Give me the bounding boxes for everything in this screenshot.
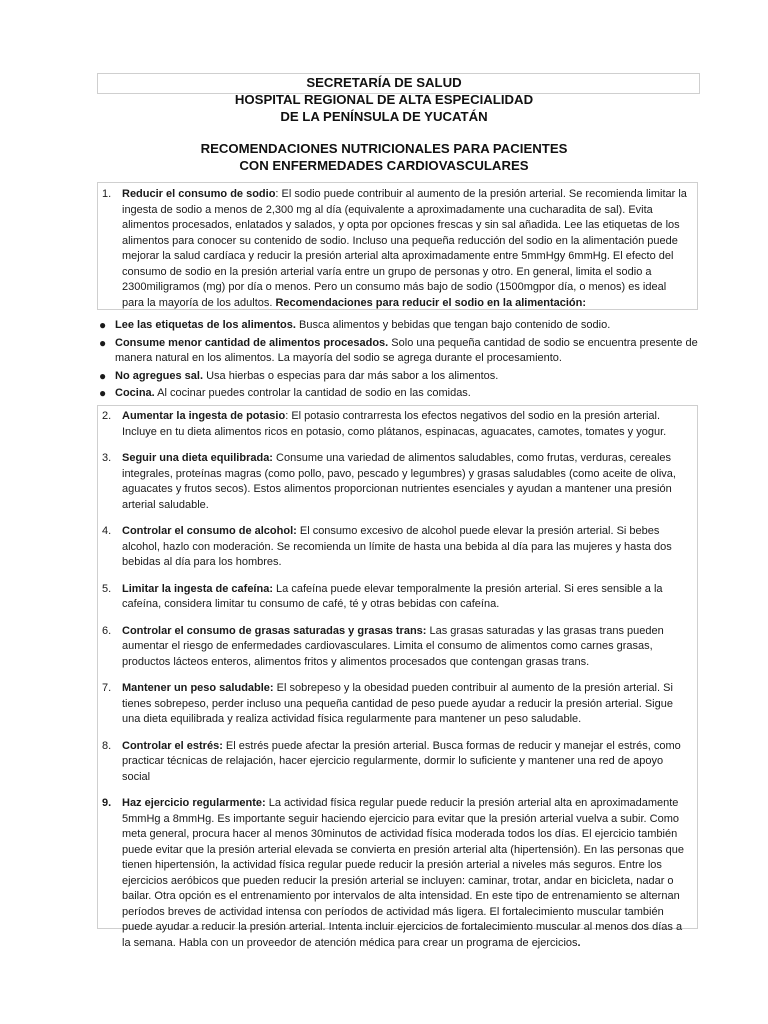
list-item: [97, 386, 707, 402]
item-number: 1.: [102, 188, 112, 200]
bullet-icon: ●: [99, 386, 107, 400]
list-item-weight: [102, 681, 691, 728]
item-text: Consume una variedad de alimentos saludables, como frutas, verduras, cereales integrales, proteínas magras (como pollo, pavo, pescado y legumbres) y grasas saludables (como aceite de oliva, aguacates y frutos secos). Estos alimentos proporcionan nutrientes esenciales y ayudan a mantener una presión arterial saludable.: [122, 452, 676, 511]
item-text: El estrés puede afectar la presión arterial. Busca formas de reducir y manejar el estrés, como practicar técnicas de relajación, hacer ejercicio regularmente, dormir lo suficiente y mantener una red de apoyo social: [122, 739, 681, 783]
sodium-tips-list: [97, 318, 707, 404]
item-heading: Controlar el estrés:: [122, 739, 223, 752]
list-item: [97, 369, 707, 385]
item-number: 4.: [102, 525, 112, 537]
item-text: La actividad física regular puede reducir la presión arterial alta en aproximadamente 5mmHg a 8mmHg. Es importante seguir haciendo ejercicio para evitar que la presión arterial vuelva a subir. Como meta general, procura hacer al menos 30minutos de actividad física moderada todos los días. El ejercicio también puede evitar que la presión arterial elevada se convierta en presión arterial alta (hipertensión). En las personas que tienen hipertensión, la actividad física regular puede reducir la presión arterial a niveles más seguros. Entre los ejercicios aeróbicos que pueden reducir la presión arterial se incluyen: caminar, trotar, andar en bicicleta, nadar o bailar. Otra opción es el entrenamiento por intervalos de alta intensidad. En este tipo de entrenamiento se alternan períodos breves de actividad intensa con períodos de actividad más ligera. El fortalecimiento muscular también puede ayudar a reducir la presión arterial. Intenta incluir ejercicios de fortalecimiento muscular al menos dos días a la semana. Habla con un proveedor de atención médica para crear un programa de ejercicios: [122, 797, 684, 949]
item-number: 9.: [102, 797, 112, 809]
item-heading: Controlar el consumo de grasas saturadas y grasas trans:: [122, 624, 427, 637]
item-number: 3.: [102, 452, 112, 464]
item-heading: Haz ejercicio regularmente:: [122, 797, 266, 809]
header-line-3: DE LA PENÍNSULA DE YUCATÁN: [280, 109, 488, 124]
item-tail: Recomendaciones para reducir el sodio en la alimentación:: [275, 296, 587, 309]
header-line-1: SECRETARÍA DE SALUD: [306, 75, 462, 90]
bullet-icon: ●: [99, 335, 107, 350]
item-text: Las grasas saturadas y las grasas trans pueden aumentar el riesgo de enfermedades cardiovasculares. Limita el consumo de alimentos como carnes grasas, productos lácteos enteros, alimentos fritos y alimentos procesados que contengan grasas trans.: [122, 624, 664, 668]
list-item-stress: [102, 739, 691, 786]
list-item: [97, 336, 707, 367]
item-heading: Controlar el consumo de alcohol:: [122, 525, 297, 537]
title-line-1: RECOMENDACIONES NUTRICIONALES PARA PACIENTES: [200, 141, 568, 156]
item-text: El consumo excesivo de alcohol puede elevar la presión arterial. Si bebes alcohol, hazlo con moderación. Se recomienda un límite de hasta una bebida al día para las mujeres y hasta dos bebidas al día para los hombres.: [122, 525, 672, 568]
item-number: 7.: [102, 682, 112, 694]
list-item-caffeine: [102, 582, 691, 613]
bullet-icon: ●: [99, 368, 107, 383]
item-heading: Limitar la ingesta de cafeína:: [122, 582, 273, 595]
bullet-text: Solo una pequeña cantidad de sodio se encuentra presente de manera natural en los alimentos. La mayoría del sodio se agrega durante el procesamiento.: [115, 336, 698, 364]
list-item-exercise: [102, 796, 691, 951]
bullet-heading: No agregues sal.: [115, 369, 204, 382]
list-item-potassium: [102, 409, 691, 440]
bullet-text: Busca alimentos y bebidas que tengan bajo contenido de sodio.: [295, 319, 611, 331]
bullet-heading: Consume menor cantidad de alimentos procesados.: [115, 336, 389, 349]
bullet-heading: Lee las etiquetas de los alimentos.: [115, 319, 296, 331]
item-text: : El potasio contrarresta los efectos negativos del sodio en la presión arterial. Incluye en tu dieta alimentos ricos en potasio, como plátanos, espinacas, aguacates, camotes, tomates y yogur.: [122, 410, 667, 438]
list-item-alcohol: [102, 524, 691, 571]
item-text: El sobrepeso y la obesidad pueden contribuir al aumento de la presión arterial. Si tienes sobrepeso, perder incluso una pequeña cantidad de peso puede ayudar a reducir la presión arterial. Sigue una dieta equilibrada y realiza actividad física regularmente para mantener un peso saludable.: [122, 682, 673, 725]
recommendation-box-1: [97, 182, 698, 310]
item-number: 2.: [102, 410, 112, 422]
item-number: 6.: [102, 624, 112, 637]
item-number: 5.: [102, 582, 112, 595]
item-text: : El sodio puede contribuir al aumento de la presión arterial. Se recomienda limitar la ingesta de sodio a menos de 2,300 mg al día (equivalente a aproximadamente una cucharadita de sal). Evita alimentos procesados, enlatados y salados, y opta por opciones frescas y sin sal añadida. Lee las etiquetas de los alimentos para conocer su contenido de sodio. Incluso una pequeña reducción del sodio en la alimentación puede mejorar la salud cardíaca y reducir la presión arterial alta aproximadamente entre 5mmHgy 6mmHg. El efecto del consumo de sodio en la presión arterial varía entre un grupo de personas y otro. En general, limita el sodio a 2300miligramos (mg) por día o menos. Pero un consumo más bajo de sodio (1500mgpor día, o menos) es ideal para la mayoría de los adultos.: [122, 188, 687, 309]
bullet-text: Usa hierbas o especias para dar más sabor a los alimentos.: [203, 369, 499, 382]
bullet-heading: Cocina.: [115, 387, 155, 399]
item-tail: .: [577, 936, 581, 949]
item-number: 8.: [102, 739, 112, 752]
title-line-2: CON ENFERMEDADES CARDIOVASCULARES: [239, 158, 529, 173]
bullet-text: Al cocinar puedes controlar la cantidad de sodio en las comidas.: [154, 387, 471, 399]
bullet-icon: ●: [99, 318, 107, 332]
item-heading: Reducir el consumo de sodio: [122, 188, 276, 200]
header-line-2: HOSPITAL REGIONAL DE ALTA ESPECIALIDAD: [234, 92, 534, 107]
list-item: [97, 318, 707, 334]
item-heading: Seguir una dieta equilibrada:: [122, 452, 273, 464]
item-text: La cafeína puede elevar temporalmente la presión arterial. Si eres sensible a la cafeína, considera limitar tu consumo de café, té y otras bebidas con cafeína.: [122, 582, 663, 610]
item-heading: Mantener un peso saludable:: [122, 682, 274, 694]
item-heading: Aumentar la ingesta de potasio: [122, 410, 286, 422]
recommendation-box-2: [97, 405, 698, 949]
list-item-sodium: [102, 187, 689, 311]
list-item-balanced-diet: [102, 451, 691, 513]
list-item-fats: [102, 624, 691, 671]
